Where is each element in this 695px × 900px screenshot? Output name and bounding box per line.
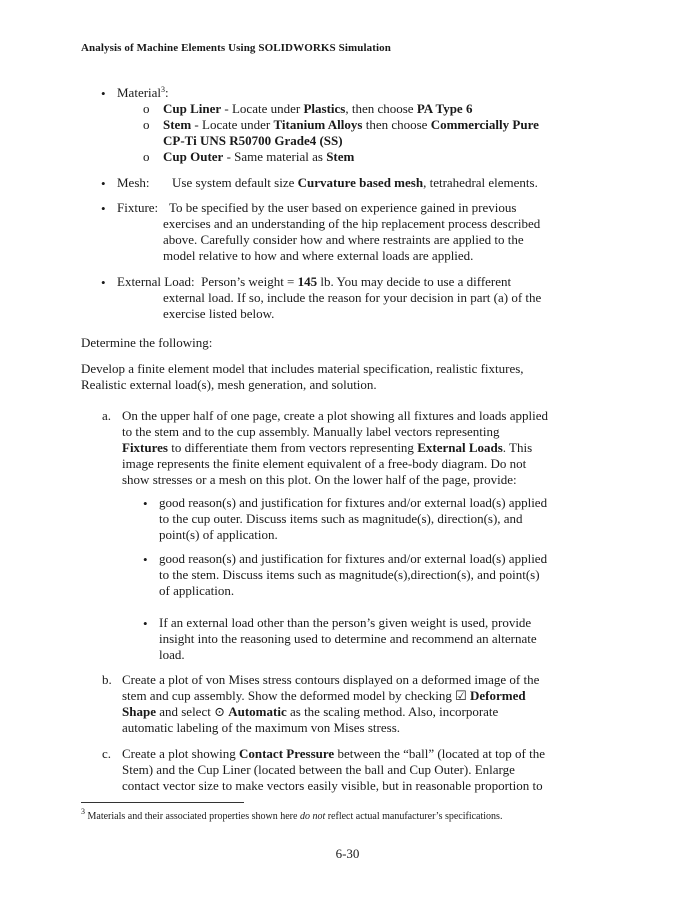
bullet-icon: • [101,201,106,216]
circle-bullet-icon: o [143,149,150,164]
item-a-line: to the stem and to the cup assembly. Manually label vectors representing [122,424,500,439]
item-a-line: show stresses or a mesh on this plot. On the lower half of the page, provide: [122,472,517,487]
bullet-icon: • [101,275,106,290]
develop-paragraph: Develop a finite element model that includes material specification, realistic fixtures, [81,361,524,376]
external-load-line: External Load: Person’s weight = 145 lb. You may decide to use a different [117,274,512,289]
fixture-line: To be specified by the user based on experience gained in previous [169,200,517,215]
item-a-bullet-line: load. [159,647,185,662]
material-stem: Stem - Locate under Titanium Alloys then choose Commercially Pure [163,117,539,132]
item-a-marker: a. [102,408,112,423]
item-c-line: contact vector size to make vectors easily visible, but in reasonable proportion to [122,778,543,793]
item-b-line: Create a plot of von Mises stress contours displayed on a deformed image of the [122,672,540,687]
page-number: 6-30 [335,846,360,861]
item-b-line: stem and cup assembly. Show the deformed model by checking ☑ Deformed [122,688,526,703]
fixture-line: model relative to how and where external loads are applied. [163,248,474,263]
bullet-icon: • [143,616,148,631]
mesh-text: Use system default size Curvature based mesh, tetrahedral elements. [172,175,538,190]
item-a-line: image represents the finite element equivalent of a free-body diagram. Do not [122,456,527,471]
item-a-bullet-line: good reason(s) and justification for fixtures and/or external load(s) applied [159,551,548,566]
bullet-icon: • [143,552,148,567]
circle-bullet-icon: o [143,117,150,132]
mesh-label: Mesh: [117,175,150,190]
item-a-bullet-line: to the cup outer. Discuss items such as magnitude(s), direction(s), and [159,511,523,526]
material-cup-liner: Cup Liner - Locate under Plastics, then choose PA Type 6 [163,101,473,116]
item-b-line: automatic labeling of the maximum von Mises stress. [122,720,401,735]
determine-heading: Determine the following: [81,335,213,350]
material-label: Material$^3$: [117,85,169,100]
bullet-icon: • [143,496,148,511]
fixture-label: Fixture: [117,200,159,215]
material-stem-cont: CP-Ti UNS R50700 Grade4 (SS) [163,133,343,148]
circle-bullet-icon: o [143,101,150,116]
bullet-icon: • [101,176,106,191]
item-a-line: Fixtures to differentiate them from vectors representing External Loads. This [122,440,533,455]
fixture-line: exercises and an understanding of the hip replacement process described [163,216,541,231]
item-c-marker: c. [102,746,112,761]
fixture-line: above. Carefully consider how and where restraints are applied to the [163,232,524,247]
item-a-bullet-line: If an external load other than the person’s given weight is used, provide [159,615,532,630]
item-a-bullet-line: of application. [159,583,235,598]
external-load-line: external load. If so, include the reason for your decision in part (a) of the [163,290,542,305]
item-b-marker: b. [102,672,112,687]
item-a-bullet-line: point(s) of application. [159,527,278,542]
footnote-divider [81,802,244,803]
bullet-icon: • [101,86,106,101]
footnote: $^3$ Materials and their associated properties shown here do not reflect actual manufacturer’s specifications. [81,807,503,822]
running-header: Analysis of Machine Elements Using SOLIDWORKS Simulation [81,42,391,54]
item-a-line: On the upper half of one page, create a plot showing all fixtures and loads applied [122,408,548,423]
item-a-bullet-line: insight into the reasoning used to determine and recommend an alternate [159,631,537,646]
item-b-line: Shape and select ⊙ Automatic as the scaling method. Also, incorporate [122,704,499,719]
item-a-bullet-line: good reason(s) and justification for fixtures and/or external load(s) applied [159,495,548,510]
develop-paragraph: Realistic external load(s), mesh generation, and solution. [81,377,377,392]
item-c-line: Create a plot showing Contact Pressure between the “ball” (located at top of the [122,746,545,761]
item-c-line: Stem) and the Cup Liner (located between the ball and Cup Outer). Enlarge [122,762,515,777]
material-cup-outer: Cup Outer - Same material as Stem [163,149,355,164]
external-load-line: exercise listed below. [163,306,275,321]
item-a-bullet-line: to the stem. Discuss items such as magnitude(s),direction(s), and point(s) [159,567,540,582]
